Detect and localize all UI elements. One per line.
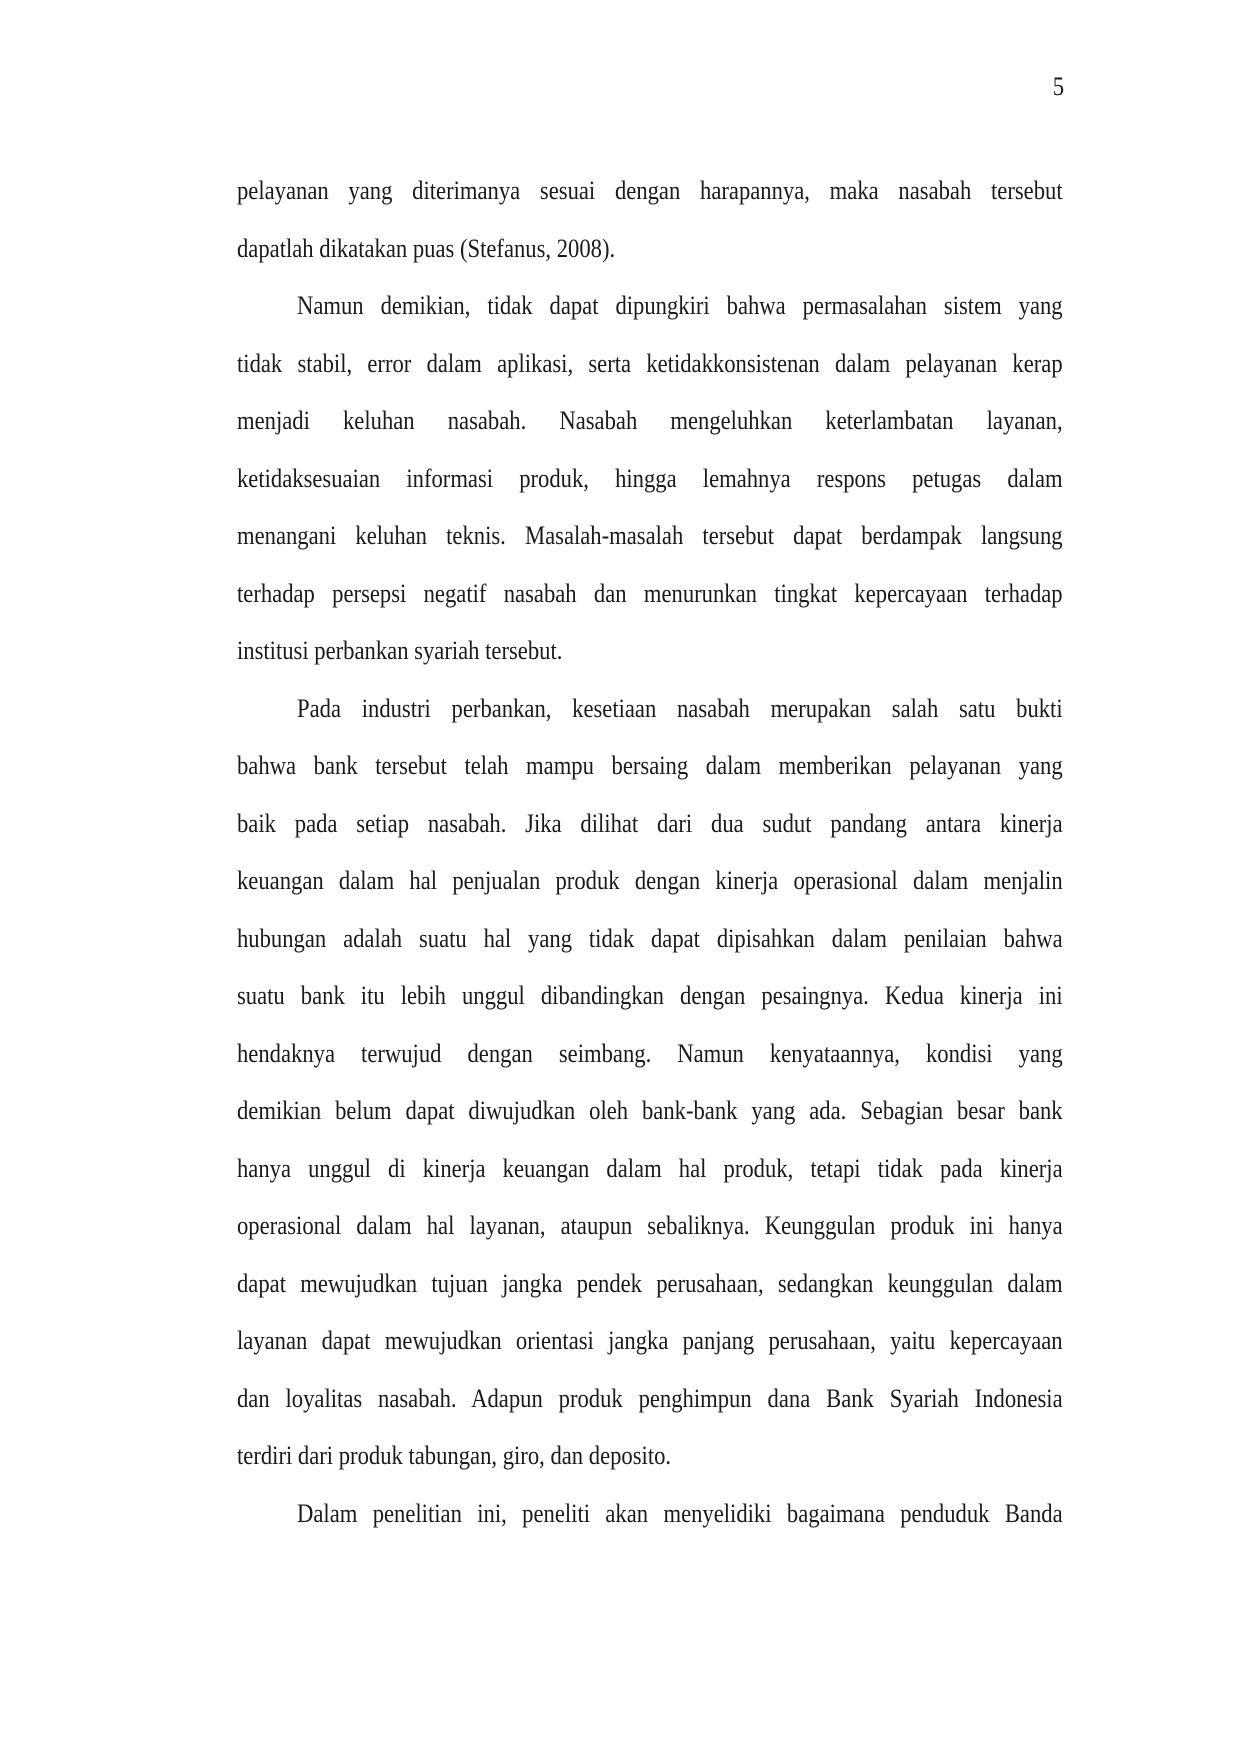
- text-line: baik pada setiap nasabah. Jika dilihat dari dua sudut pandang antara kinerja: [237, 808, 1063, 838]
- text-line: tidak stabil, error dalam aplikasi, serta ketidakkonsistenan dalam pelayanan kerap: [237, 348, 1063, 378]
- text-line: Pada industri perbankan, kesetiaan nasabah merupakan salah satu bukti: [297, 693, 1063, 723]
- text-line: operasional dalam hal layanan, ataupun sebaliknya. Keunggulan produk ini hanya: [237, 1211, 1063, 1240]
- paragraph: [237, 293, 1063, 696]
- text-line: institusi perbankan syariah tersebut.: [237, 636, 563, 665]
- text-line: terhadap persepsi negatif nasabah dan menurunkan tingkat kepercayaan terhadap: [237, 578, 1063, 608]
- paragraph: [237, 1498, 1063, 1559]
- text-line: ketidaksesuaian informasi produk, hingga lemahnya respons petugas dalam: [237, 463, 1063, 493]
- text-line: Dalam penelitian ini, peneliti akan menyelidiki bagaimana penduduk Banda: [297, 1498, 1063, 1528]
- text-line: terdiri dari produk tabungan, giro, dan deposito.: [237, 1441, 672, 1470]
- text-line: dapatlah dikatakan puas (Stefanus, 2008).: [237, 233, 616, 263]
- page-number: 5: [1052, 72, 1064, 101]
- text-line: suatu bank itu lebih unggul dibandingkan dengan pesaingnya. Kedua kinerja ini: [237, 981, 1063, 1010]
- body-text: [237, 178, 1063, 1558]
- text-line: layanan dapat mewujudkan orientasi jangka panjang perusahaan, yaitu kepercayaan: [237, 1326, 1063, 1355]
- text-line: menjadi keluhan nasabah. Nasabah mengeluhkan keterlambatan layanan,: [237, 406, 1063, 435]
- text-line: Namun demikian, tidak dapat dipungkiri bahwa permasalahan sistem yang: [297, 291, 1063, 320]
- paragraph: [237, 178, 1063, 293]
- text-line: hubungan adalah suatu hal yang tidak dapat dipisahkan dalam penilaian bahwa: [237, 923, 1063, 953]
- text-line: pelayanan yang diterimanya sesuai dengan harapannya, maka nasabah tersebut: [237, 176, 1063, 205]
- text-line: keuangan dalam hal penjualan produk dengan kinerja operasional dalam menjalin: [237, 866, 1063, 895]
- text-line: menangani keluhan teknis. Masalah-masalah tersebut dapat berdampak langsung: [237, 521, 1063, 550]
- text-line: bahwa bank tersebut telah mampu bersaing dalam memberikan pelayanan yang: [237, 751, 1063, 780]
- text-line: hendaknya terwujud dengan seimbang. Namun kenyataannya, kondisi yang: [237, 1038, 1063, 1068]
- text-line: dan loyalitas nasabah. Adapun produk penghimpun dana Bank Syariah Indonesia: [237, 1383, 1063, 1413]
- paragraph: [237, 693, 1063, 1501]
- text-line: dapat mewujudkan tujuan jangka pendek perusahaan, sedangkan keunggulan dalam: [237, 1268, 1063, 1298]
- text-line: demikian belum dapat diwujudkan oleh bank-bank yang ada. Sebagian besar bank: [237, 1096, 1063, 1125]
- text-line: hanya unggul di kinerja keuangan dalam hal produk, tetapi tidak pada kinerja: [237, 1153, 1063, 1183]
